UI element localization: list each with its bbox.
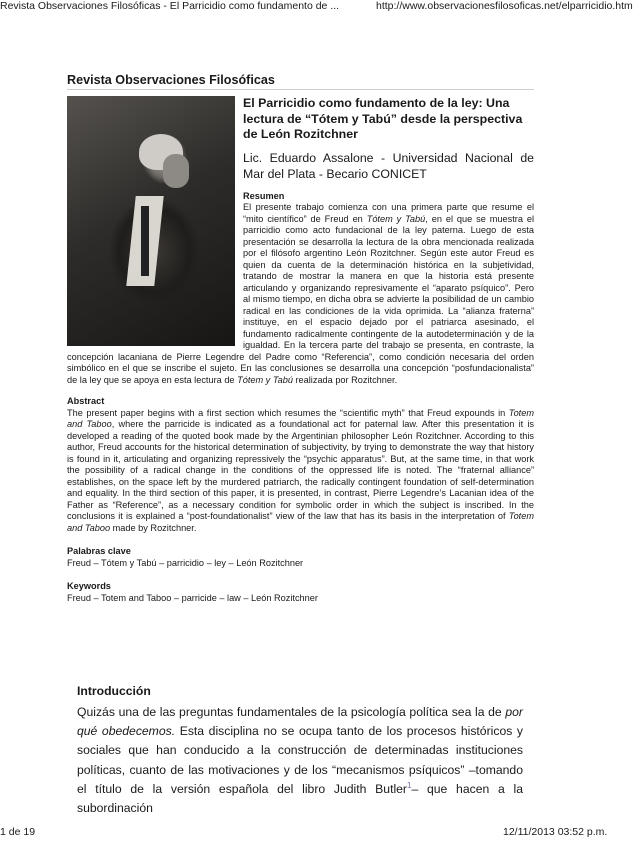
article-title: El Parricidio como fundamento de la ley: Una lectura de “Tótem y Tabú” desde la perspectiva de León Rozitchner xyxy=(243,96,523,141)
article-author: Lic. Eduardo Assalone - Universidad Nacional de Mar del Plata - Becario CONICET xyxy=(243,150,534,181)
palabras-clave-text: Freud – Tótem y Tabú – parricidio – ley – León Rozitchner xyxy=(67,557,304,568)
keywords-heading: Keywords xyxy=(67,581,111,591)
journal-name: Revista Observaciones Filosóficas xyxy=(67,72,534,90)
palabras-clave-heading: Palabras clave xyxy=(67,546,131,556)
abstract-heading: Abstract xyxy=(67,396,105,406)
introduccion-heading: Introducción xyxy=(77,684,151,698)
abstract-text: The present paper begins with a first section which resumes the “scientific myth” that Freud expounds in Totem and Taboo, where the parricide is indicated as a foundational act for paternal law. After this presentation it is developed a reading of the quoted book made by the Argentinian philosopher León Rozitchner. According to this author, Freud accounts for the historical determination of subjectivity, by trying to demonstrate the way that history is found in it, articulating and organizing repressively the “psychic apparatus”. But, at the same time, in that work the possibility of a radical change in the conditions of the oppressed life is noted. The “fraternal alliance” establishes, on the space left by the murdered patriarch, the radically contingent foundation of self-determination and equality. In the third section of this paper, it is presented, in contrast, Pierre Legendre’s Lacanian idea of the Father as “Reference”, as a necessary condition for symbolic order in which the subject is inscribed. In the conclusions it is explained a “post-foundationalist” view of the law that has its basis in the interpretation of Totem and Taboo made by Rozitchner. xyxy=(67,407,535,533)
introduccion-text: Quizás una de las preguntas fundamentales de la psicología política sea la de por qué obedecemos. Esta disciplina no se ocupa tanto de los procesos históricos y sociales que han conducido a la construcción de determinadas instituciones políticas, cuanto de las motivaciones y de los “mecanismos psíquicos” –tomando el título de la versión española del libro Judith Butler$^1$– que hacen a la subordinación xyxy=(77,705,523,816)
introduccion-section xyxy=(77,683,523,818)
keywords-text: Freud – Totem and Taboo – parricide – law – León Rozitchner xyxy=(67,592,318,603)
resumen-text: El presente trabajo comienza con una primera parte que resume el “mito científico” de Freud en Tótem y Tabú, en el que se muestra el parricidio como acto fundacional de la ley paterna. Luego de esta presentación se desarrolla la lectura de la obra mencionada realizada por el filósofo argentino León Rozitchner. Según este autor Freud es quien da cuenta de la determinación histórica en la subjetividad, tratando de mostrar la manera en que la historia está presente articulando y organizando represivamente el “aparato psíquico”. Pero al mismo tiempo, en dicha obra se advierte la posibilidad de un cambio radical en las condiciones de la vida oprimida. La “alianza fraterna” instituye, en el espacio dejado por el patriarca asesinado, el fundamento radicalmente contingente de la autodeterminación y de la igualdad. En la tercera parte del trabajo se presenta, en contraste, la concepción lacaniana de Pierre Legendre del Padre como “Referencia”, como condición necesaria del orden simbólico en el que se inscribe el sujeto. En las conclusiones se desarrolla una concepción “posfundacionalista” de la ley que se apoya en esta lectura de Tótem y Tabú realizada por Rozitchner. xyxy=(67,202,534,385)
resumen-heading: Resumen xyxy=(243,190,285,201)
browser-header-title: Revista Observaciones Filosóficas - El Parricidio como fundamento de ... xyxy=(0,0,340,12)
article-body xyxy=(67,96,534,604)
footnote-link[interactable]: 1 xyxy=(407,780,412,790)
browser-header-url: http://www.observacionesfilosoficas.net/elparricidio.htm xyxy=(376,0,633,12)
browser-footer-timestamp: 12/11/2013 03:52 p.m. xyxy=(503,826,608,838)
author-photo xyxy=(67,96,235,346)
browser-footer-page-count: 1 de 19 xyxy=(0,826,36,838)
